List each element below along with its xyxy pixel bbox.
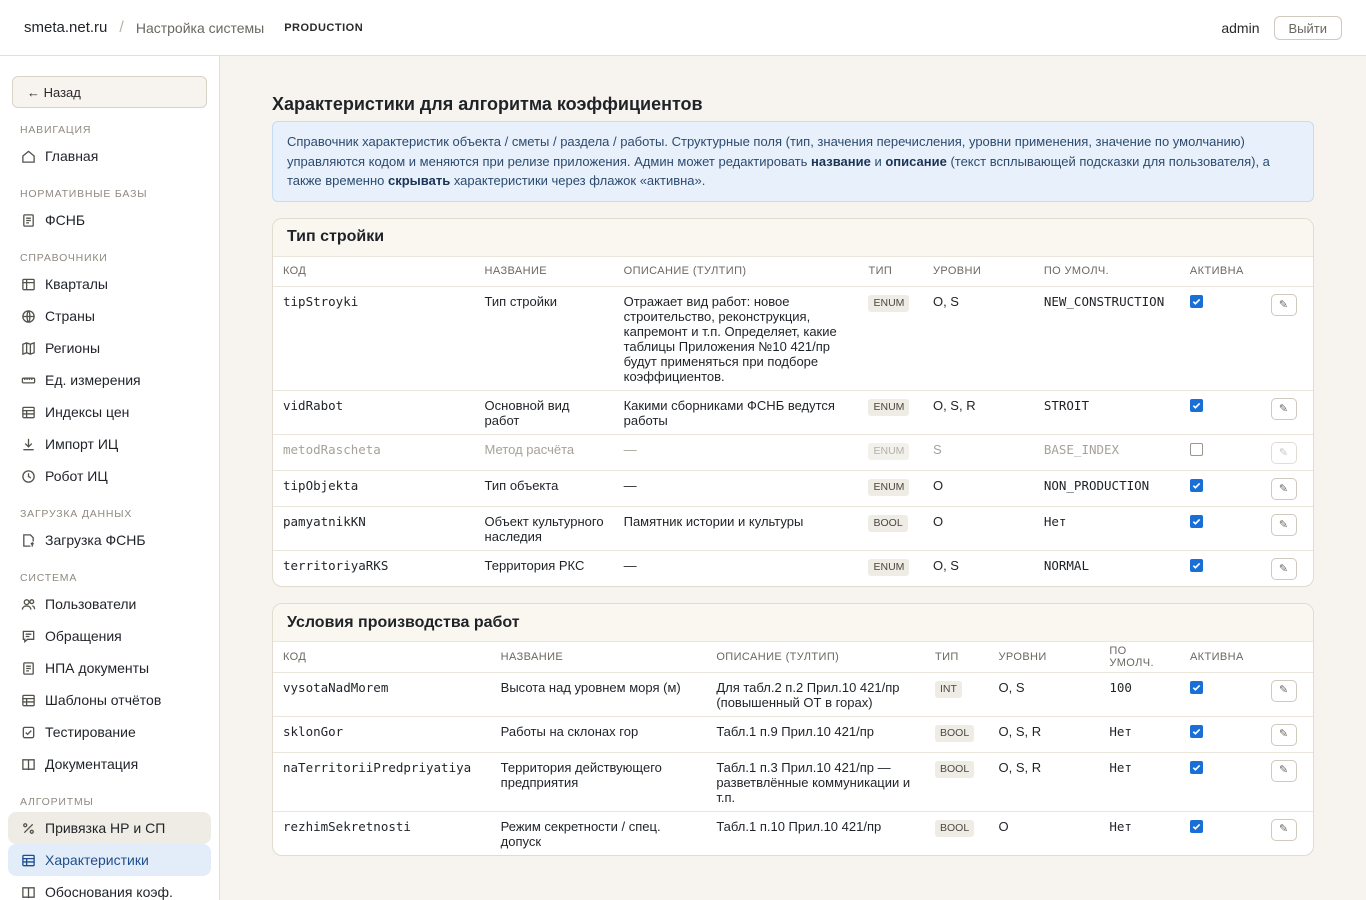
table-row <box>273 716 1313 752</box>
sidebar-item-label: Ед. измерения <box>45 372 141 388</box>
cell-name: Тип объекта <box>475 471 614 507</box>
edit-button[interactable] <box>1271 294 1297 316</box>
cell-default: NORMAL <box>1043 558 1089 573</box>
table-header-row <box>273 257 1313 287</box>
cell-description: Для табл.2 п.2 Прил.10 421/пр (повышенный ОТ в горах) <box>706 672 925 716</box>
table-icon <box>20 692 36 708</box>
edit-button[interactable] <box>1271 680 1297 702</box>
cell-default: 100 <box>1099 672 1180 716</box>
column-header-name[interactable]: НАЗВАНИЕ <box>475 257 614 287</box>
cell-default: NEW_CONSTRUCTION <box>1034 287 1180 391</box>
sidebar-item-label: Привязка НР и СП <box>45 820 166 836</box>
cell-type <box>925 752 988 811</box>
environment-badge: PRODUCTION <box>284 21 364 34</box>
sidebar-item-label: Обращения <box>45 628 122 644</box>
sidebar-item-home[interactable] <box>8 140 211 172</box>
table-icon <box>20 404 36 420</box>
column-header-desc[interactable]: ОПИСАНИЕ (ТУЛТИП) <box>706 642 925 672</box>
upload-doc-icon <box>20 532 36 548</box>
cell-default: Нет <box>1099 716 1180 752</box>
cell-default: BASE_INDEX <box>1034 435 1180 471</box>
pencil-icon: ✎ <box>1278 518 1289 531</box>
sidebar-item-label: Главная <box>45 148 99 164</box>
sidebar-item-label: НПА документы <box>45 660 150 676</box>
type-badge: INT <box>935 681 962 698</box>
logout-button[interactable]: Выйти <box>1274 16 1343 40</box>
active-checkbox[interactable] <box>1190 443 1203 456</box>
cell-active <box>1180 507 1261 551</box>
sidebar-item-label: Робот ИЦ <box>45 468 108 484</box>
cell-type <box>858 551 922 587</box>
page-title: Характеристики для алгоритма коэффициентов <box>272 94 703 114</box>
cell-type <box>925 811 988 855</box>
sidebar-item-fsnb[interactable] <box>8 204 211 236</box>
sidebar-item-requests[interactable] <box>8 620 211 652</box>
cell-actions <box>1261 391 1313 435</box>
edit-button[interactable] <box>1271 514 1297 536</box>
type-badge: ENUM <box>868 443 909 460</box>
cell-active <box>1180 391 1261 435</box>
cell-default: Нет <box>1034 507 1180 551</box>
table-row <box>273 752 1313 811</box>
sidebar-item-npa-docs[interactable] <box>8 652 211 684</box>
column-header-active[interactable]: АКТИВНА <box>1180 642 1261 672</box>
type-badge: BOOL <box>935 725 974 742</box>
cell-code: tipStroyki <box>273 287 475 391</box>
cell-code: tipObjekta <box>273 471 475 507</box>
column-header-type[interactable]: ТИП <box>925 642 988 672</box>
pencil-icon: ✎ <box>1278 684 1289 696</box>
cell-active <box>1180 471 1261 507</box>
table-row <box>273 471 1313 507</box>
cell-levels: O <box>923 507 1034 551</box>
cell-actions <box>1261 435 1313 471</box>
pencil-icon: ✎ <box>1278 298 1289 311</box>
cell-name: Тип стройки <box>475 287 614 391</box>
column-header-levels[interactable]: УРОВНИ <box>988 642 1099 672</box>
sidebar-item-fsnb-upload[interactable] <box>8 524 211 556</box>
group-title: Условия производства работ <box>273 604 1313 642</box>
cell-name: Режим секретности / спец. допуск <box>500 818 661 849</box>
table-icon <box>20 852 36 868</box>
table-row <box>273 391 1313 435</box>
pencil-icon: ✎ <box>1278 823 1289 835</box>
sidebar-item-label: Кварталы <box>45 276 108 292</box>
cell-active <box>1180 287 1261 391</box>
cell-code: rezhimSekretnosti <box>283 818 411 834</box>
cell-type <box>925 716 988 752</box>
sidebar-item-price-indexes[interactable] <box>8 396 211 428</box>
sidebar-section-title: СИСТЕМА <box>20 572 78 584</box>
edit-button[interactable] <box>1271 478 1297 500</box>
sidebar-item-label: Характеристики <box>45 852 149 868</box>
breadcrumb-separator: / <box>119 18 124 36</box>
cell-actions <box>1261 287 1313 391</box>
column-header-actions <box>1261 257 1313 287</box>
sidebar-item-label: Импорт ИЦ <box>45 436 119 452</box>
type-badge: BOOL <box>935 820 974 837</box>
sidebar-item-regions[interactable] <box>8 332 211 364</box>
cell-actions <box>1261 672 1313 716</box>
cell-levels: O, S, R <box>988 716 1099 752</box>
cell-description: — <box>623 558 637 573</box>
sidebar-item-label: Регионы <box>45 340 101 356</box>
cell-default: STROIT <box>1034 391 1180 435</box>
edit-button[interactable] <box>1271 724 1297 746</box>
characteristics-table <box>273 257 1313 587</box>
sidebar-item-label: Шаблоны отчётов <box>45 692 162 708</box>
percent-icon <box>20 820 36 836</box>
cell-name: Объект культурного наследия <box>475 507 614 551</box>
back-button[interactable]: ← Назад <box>12 76 207 108</box>
pencil-icon: ✎ <box>1278 446 1289 459</box>
cell-default: Нет <box>1099 752 1180 811</box>
cell-code: territoriyaRKS <box>283 558 389 573</box>
cell-code: vysotaNadMorem <box>273 672 491 716</box>
sidebar-item-quarters[interactable] <box>8 268 211 300</box>
pencil-icon: ✎ <box>1278 728 1289 740</box>
cell-description: — <box>614 471 859 507</box>
pencil-icon: ✎ <box>1278 402 1289 415</box>
active-checkbox[interactable] <box>1190 681 1203 694</box>
ruler-icon <box>20 372 36 388</box>
cell-active <box>1180 716 1261 752</box>
sidebar-item-label: Документация <box>45 756 139 772</box>
sidebar-item-nr-sp-binding[interactable] <box>8 812 211 844</box>
sidebar-item-robot-ic[interactable] <box>8 460 211 492</box>
active-checkbox[interactable] <box>1190 515 1203 528</box>
column-header-code[interactable]: КОД <box>273 642 491 672</box>
cell-type <box>858 471 922 507</box>
sidebar-item-label: ФСНБ <box>45 212 86 228</box>
main-content <box>221 56 1366 900</box>
sidebar-section-title: АЛГОРИТМЫ <box>20 796 94 808</box>
cell-levels: O <box>998 818 1009 834</box>
sidebar-item-documentation[interactable] <box>8 748 211 780</box>
top-bar <box>0 0 1366 56</box>
cell-description: Табл.1 п.9 Прил.10 421/пр <box>706 716 925 752</box>
column-header-type[interactable]: ТИП <box>858 257 922 287</box>
checkbox-icon <box>20 724 36 740</box>
sidebar-item-label: Обоснования коэф. <box>45 884 173 900</box>
table-row <box>273 551 1313 587</box>
sidebar-item-users[interactable] <box>8 588 211 620</box>
cell-actions <box>1261 716 1313 752</box>
info-banner: Справочник характеристик объекта / сметы / раздела / работы. Структурные поля (тип, значения перечисления, уровни применения, значение по умолчанию) управляются кодом и меняются при релизе приложения. Админ может редактировать название и описание (текст всплывающей подсказки для пользователя), а также временно скрывать характеристики через флажок «активна». <box>272 121 1314 202</box>
type-badge: ENUM <box>868 479 909 496</box>
cell-levels: O, S, R <box>923 391 1034 435</box>
table-row <box>273 507 1313 551</box>
cell-description: Отражает вид работ: новое строительство, реконструкция, капремонт и т.п. Определяет, какие таблицы Приложения №10 421/пр будут применяться при подборе коэффициентов. <box>614 287 859 391</box>
cell-type <box>858 287 922 391</box>
cell-default: Нет <box>1109 818 1132 834</box>
edit-button[interactable] <box>1271 398 1297 420</box>
active-checkbox[interactable] <box>1190 820 1203 833</box>
home-icon <box>20 148 36 164</box>
brand-logo[interactable]: smeta.net.ru <box>24 19 108 36</box>
column-header-desc[interactable]: ОПИСАНИЕ (ТУЛТИП) <box>614 257 859 287</box>
book-icon <box>20 756 36 772</box>
cell-actions <box>1261 752 1313 811</box>
column-header-default[interactable]: ПО УМОЛЧ. <box>1099 642 1180 672</box>
edit-button[interactable] <box>1271 819 1297 841</box>
book-icon <box>20 884 36 900</box>
pencil-icon: ✎ <box>1278 764 1289 776</box>
cell-active <box>1180 435 1261 471</box>
column-header-name[interactable]: НАЗВАНИЕ <box>491 642 707 672</box>
cell-active <box>1180 811 1261 855</box>
table-row <box>273 672 1313 716</box>
cell-name: Высота над уровнем моря (м) <box>491 672 707 716</box>
cell-description: Какими сборниками ФСНБ ведутся работы <box>614 391 859 435</box>
pencil-icon: ✎ <box>1278 562 1289 575</box>
cell-active <box>1180 551 1261 587</box>
cell-description: — <box>614 435 859 471</box>
message-icon <box>20 628 36 644</box>
cell-type <box>858 435 922 471</box>
sidebar-item-import-ic[interactable] <box>8 428 211 460</box>
sidebar-item-coef-justifications[interactable] <box>8 876 211 900</box>
column-header-code[interactable]: КОД <box>273 257 475 287</box>
clock-icon <box>20 468 36 484</box>
map-icon <box>20 340 36 356</box>
sidebar-section-title: НОРМАТИВНЫЕ БАЗЫ <box>20 188 148 200</box>
cell-code: vidRabot <box>273 391 475 435</box>
cell-description: Табл.1 п.3 Прил.10 421/пр — разветвлённые коммуникации и т.п. <box>706 752 925 811</box>
cell-name: Территория РКС <box>484 558 585 573</box>
type-badge: ENUM <box>868 559 909 576</box>
type-badge: ENUM <box>868 399 909 416</box>
sidebar-section-title: НАВИГАЦИЯ <box>20 124 92 136</box>
cell-default: NON_PRODUCTION <box>1034 471 1180 507</box>
characteristics-group <box>272 218 1314 588</box>
characteristics-table <box>273 642 1313 855</box>
active-checkbox[interactable] <box>1190 761 1203 774</box>
cell-levels: O, S <box>932 558 959 573</box>
sidebar-item-units[interactable] <box>8 364 211 396</box>
pencil-icon: ✎ <box>1278 482 1289 495</box>
type-badge: ENUM <box>868 295 909 312</box>
cell-code: metodRascheta <box>273 435 475 471</box>
cell-actions <box>1261 811 1313 855</box>
sidebar <box>0 56 220 900</box>
cell-name: Основной вид работ <box>475 391 614 435</box>
active-checkbox[interactable] <box>1190 725 1203 738</box>
edit-button[interactable] <box>1271 760 1297 782</box>
sidebar-item-characteristics[interactable] <box>8 844 211 876</box>
type-badge: BOOL <box>868 515 907 532</box>
document-icon <box>20 212 36 228</box>
cell-levels: O, S <box>988 672 1099 716</box>
users-icon <box>20 596 36 612</box>
cell-actions <box>1261 507 1313 551</box>
active-checkbox[interactable] <box>1190 479 1203 492</box>
sidebar-section-title: ЗАГРУЗКА ДАННЫХ <box>20 508 133 520</box>
edit-button[interactable] <box>1271 558 1297 580</box>
table-row <box>273 287 1313 391</box>
table-row <box>273 435 1313 471</box>
sidebar-item-label: Страны <box>45 308 95 324</box>
cell-actions <box>1261 471 1313 507</box>
table-header-row <box>273 642 1313 672</box>
sidebar-item-label: Тестирование <box>45 724 136 740</box>
sidebar-item-label: Загрузка ФСНБ <box>45 532 146 548</box>
cell-name: Метод расчёта <box>475 435 614 471</box>
characteristics-group <box>272 603 1314 856</box>
column-header-active[interactable]: АКТИВНА <box>1180 257 1261 287</box>
cell-code: pamyatnikKN <box>273 507 475 551</box>
cell-code: naTerritoriiPredpriyatiya <box>273 752 491 811</box>
cell-levels: O, S, R <box>988 752 1099 811</box>
sidebar-item-testing[interactable] <box>8 716 211 748</box>
breadcrumb-section[interactable]: Настройка системы <box>135 19 265 36</box>
cell-levels: O, S <box>923 287 1034 391</box>
column-header-default[interactable]: ПО УМОЛЧ. <box>1034 257 1180 287</box>
document-icon <box>20 660 36 676</box>
globe-icon <box>20 308 36 324</box>
sidebar-item-countries[interactable] <box>8 300 211 332</box>
sidebar-section-title: СПРАВОЧНИКИ <box>20 252 108 264</box>
cell-code: sklonGor <box>273 716 491 752</box>
cell-levels: O <box>923 471 1034 507</box>
cell-name: Работы на склонах гор <box>491 716 707 752</box>
cell-actions <box>1261 551 1313 587</box>
type-badge: BOOL <box>935 761 974 778</box>
edit-button[interactable] <box>1271 442 1297 464</box>
cell-description: Памятник истории и культуры <box>614 507 859 551</box>
sidebar-item-label: Пользователи <box>45 596 137 612</box>
sidebar-item-label: Индексы цен <box>45 404 130 420</box>
cell-description: Табл.1 п.10 Прил.10 421/пр <box>716 818 882 834</box>
table-row <box>273 811 1313 855</box>
cell-active <box>1180 752 1261 811</box>
column-header-actions <box>1261 642 1313 672</box>
sidebar-item-report-templates[interactable] <box>8 684 211 716</box>
download-icon <box>20 436 36 452</box>
active-checkbox[interactable] <box>1190 295 1203 308</box>
cell-type <box>925 672 988 716</box>
current-user: admin <box>1221 19 1260 36</box>
active-checkbox[interactable] <box>1190 559 1203 572</box>
cell-levels: S <box>923 435 1034 471</box>
column-header-levels[interactable]: УРОВНИ <box>923 257 1034 287</box>
active-checkbox[interactable] <box>1190 399 1203 412</box>
cell-name: Территория действующего предприятия <box>491 752 707 811</box>
cell-type <box>858 507 922 551</box>
group-title: Тип стройки <box>273 219 1313 257</box>
calendar-icon <box>20 276 36 292</box>
cell-active <box>1180 672 1261 716</box>
cell-type <box>858 391 922 435</box>
